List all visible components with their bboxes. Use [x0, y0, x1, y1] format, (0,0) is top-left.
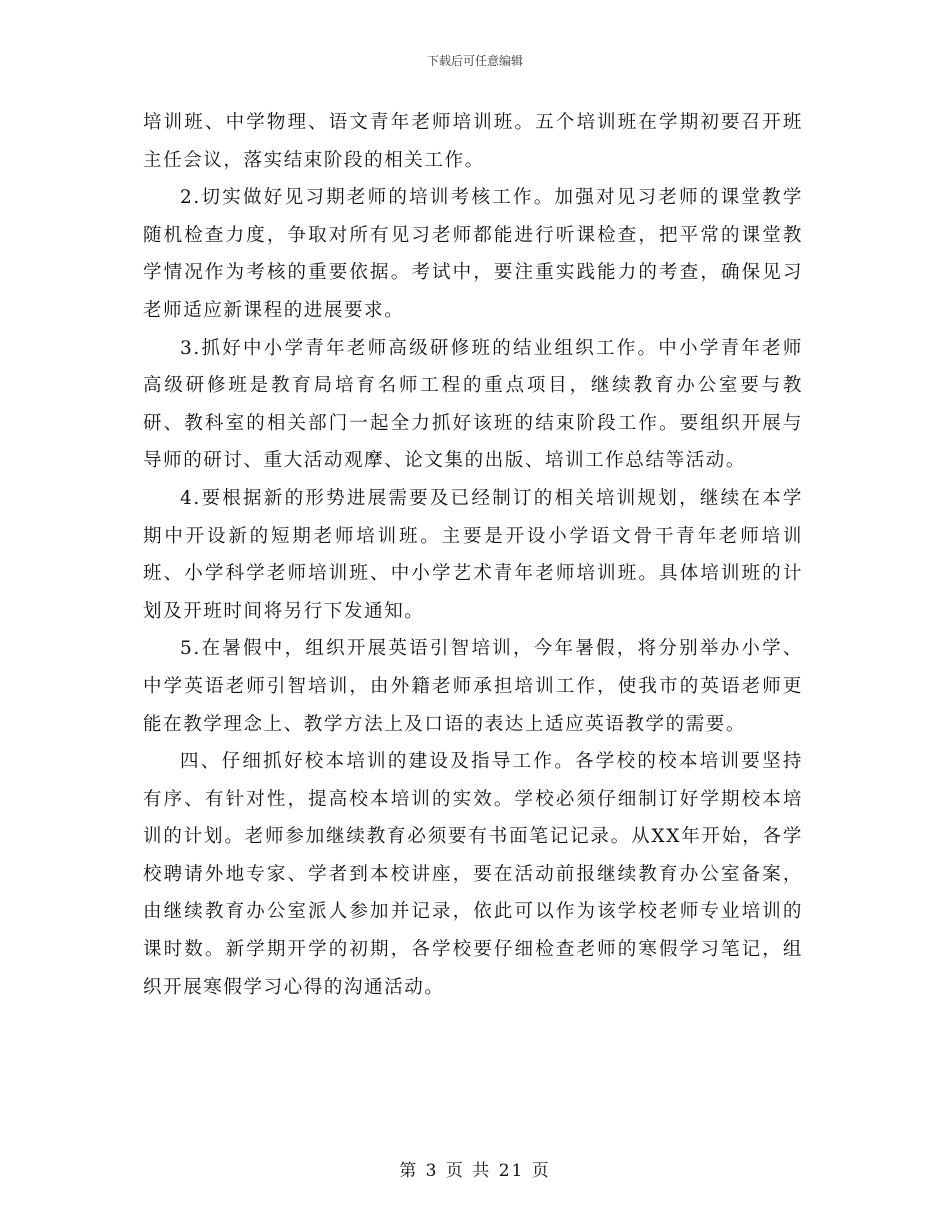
- page-header-note: 下载后可任意编辑: [426, 54, 523, 68]
- paragraph-item-3: 3.抓好中小学青年老师高级研修班的结业组织工作。中小学青年老师高级研修班是教育局培育名师工程的重点项目，继续教育办公室要与教研、教科室的相关部门一起全力抓好该班的结束阶段工作。要组织开展与导师的研讨、重大活动观摩、论文集的出版、培训工作总结等活动。: [143, 337, 803, 472]
- paragraph-section-4: 四、仔细抓好校本培训的建设及指导工作。各学校的校本培训要坚持有序、有针对性，提高校本培训的实效。学校必须仔细制订好学期校本培训的计划。老师参加继续教育必须要有书面笔记记录。从XX年开始，各学校聘请外地专家、学者到本校讲座，要在活动前报继续教育办公室备案，由继续教育办公室派人参加并记录，依此可以作为该学校老师专业培训的课时数。新学期开学的初期，各学校要仔细检查老师的寒假学习笔记，组织开展寒假学习心得的沟通活动。: [143, 751, 803, 998]
- document-body: [143, 104, 803, 1006]
- paragraph-item-4: 4.要根据新的形势进展需要及已经制订的相关培训规划，继续在本学期中开设新的短期老师培训班。主要是开设小学语文骨干青年老师培训班、小学科学老师培训班、中小学艺术青年老师培训班。具体培训班的计划及开班时间将另行下发通知。: [143, 487, 803, 622]
- paragraph-continuation: 培训班、中学物理、语文青年老师培训班。五个培训班在学期初要召开班主任会议，落实结束阶段的相关工作。: [143, 112, 803, 171]
- paragraph-item-5: 5.在暑假中，组织开展英语引智培训，今年暑假，将分别举办小学、中学英语老师引智培训，由外籍老师承担培训工作，使我市的英语老师更能在教学理念上、教学方法上及口语的表达上适应英语教学的需要。: [143, 638, 803, 735]
- paragraph-item-2: 2.切实做好见习期老师的培训考核工作。加强对见习老师的课堂教学随机检查力度，争取对所有见习老师都能进行听课检查，把平常的课堂教学情况作为考核的重要依据。考试中，要注重实践能力的考查，确保见习老师适应新课程的进展要求。: [143, 187, 803, 321]
- page-number-footer: 第 3 页 共 21 页: [399, 1161, 551, 1181]
